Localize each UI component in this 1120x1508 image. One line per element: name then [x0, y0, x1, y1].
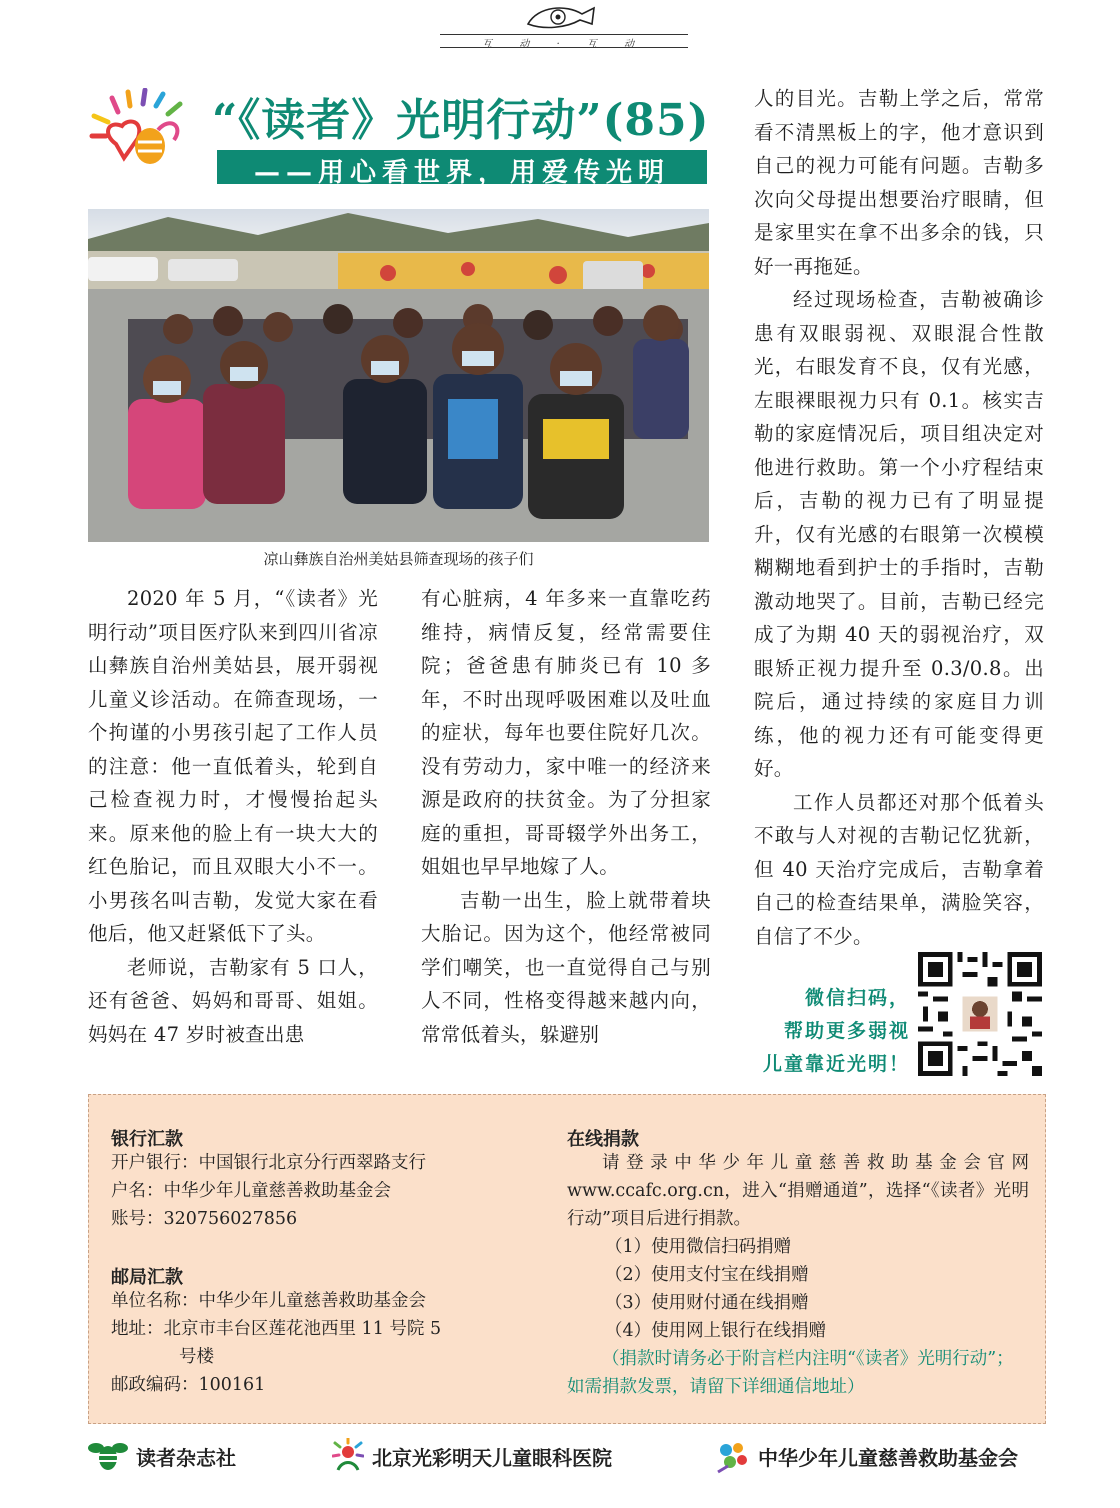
donation-method-item: （2）使用支付宝在线捐赠 [605, 1265, 809, 1285]
wechat-callout-line: 儿童靠近光明！ [762, 1053, 910, 1075]
donation-method-item: （4）使用网上银行在线捐赠 [605, 1321, 827, 1341]
bank-name: 开户银行：中国银行北京分行西翠路支行 [111, 1153, 426, 1173]
wechat-callout-line: 帮助更多弱视 [783, 1020, 910, 1042]
article-paragraph: 工作人员都还对那个低着头不敢与人对视的吉勒记忆犹新，但 40 天治疗完成后，吉勒拿着自己的检查结果单，满脸笑容，自信了不少。 [754, 790, 1044, 948]
article-paragraph: 有心脏病，4 年多来一直靠吃药维持，病情反复，经常需要住院；爸爸患有肺炎已有 10 多年，不时出现呼吸困难以及吐血的症状，每年也要住院好几次。没有劳动力，家中唯一的经济来源是政府的扶贫金。为了分担家庭的重担，哥哥辍学外出务工，姐姐也早早地嫁了人。 [421, 587, 711, 878]
article-paragraph: 人的目光。吉勒上学之后，常常看不清黑板上的字，他才意识到自己的视力可能有问题。吉勒多次向父母提出想要治疗眼睛，但是家里实在拿不出多余的钱，只好一再拖延。 [754, 87, 1044, 278]
section-label: 互 动 · 互 动 [482, 39, 646, 50]
footer-org-name: 北京光彩明天儿童眼科医院 [372, 1445, 612, 1470]
footer-org-reader [88, 1436, 236, 1476]
footer-org-hospital [332, 1436, 612, 1476]
donation-info-panel [88, 1094, 1046, 1424]
page-title: “《读者》光明行动”(85) [212, 95, 710, 146]
horn-logo-icon [522, 2, 598, 32]
bank-transfer-heading: 银行汇款 [111, 1129, 183, 1150]
postal-code: 邮政编码：100161 [111, 1375, 266, 1395]
hospital-logo-icon [332, 1438, 364, 1474]
article-column-1 [88, 582, 378, 1051]
postal-unit-name: 单位名称：中华少年儿童慈善救助基金会 [111, 1291, 426, 1311]
postal-address: 地址：北京市丰台区莲花池西里 11 号院 5 [111, 1319, 442, 1339]
foundation-logo-icon [714, 1438, 750, 1474]
article-paragraph: 吉勒一出生，脸上就带着块大胎记。因为这个，他经常被同学们嘲笑，也一直觉得自己与别人不同，性格变得越来越内向，常常低着头，躲避别 [421, 888, 711, 1046]
postal-address-cont: 号楼 [179, 1347, 214, 1367]
wechat-qr-code-icon[interactable] [918, 952, 1042, 1076]
account-name: 户名：中华少年儿童慈善救助基金会 [111, 1181, 391, 1201]
article-paragraph: 2020 年 5 月，“《读者》光明行动”项目医疗队来到四川省凉山彝族自治州美姑县，展开弱视儿童义诊活动。在筛查现场，一个拘谨的小男孩引起了工作人员的注意：他一直低着头，轮到自己检查视力时，才慢慢抬起头来。原来他的脸上有一块大大的红色胎记，而且双眼大小不一。小男孩名叫吉勒，发觉大家在看他后，他又赶紧低下了头。 [88, 587, 378, 945]
article-column-3 [754, 82, 1044, 953]
donation-method-item: （1）使用微信扫码捐赠 [605, 1237, 792, 1257]
children-group-photo [88, 209, 709, 542]
bee-heart-emblem-icon [88, 88, 188, 178]
footer-org-foundation [714, 1436, 1018, 1476]
online-donation-heading: 在线捐款 [567, 1129, 639, 1150]
photo-caption: 凉山彝族自治州美姑县筛查现场的孩子们 [263, 550, 534, 568]
reader-bee-logo-icon [88, 1438, 128, 1474]
footer-org-name: 中华少年儿童慈善救助基金会 [758, 1445, 1018, 1470]
postal-transfer-heading: 邮局汇款 [111, 1267, 183, 1288]
page-header [440, 0, 688, 52]
article-column-2 [421, 582, 711, 1051]
page-subtitle: ——用心看世界，用爱传光明 [253, 158, 670, 188]
donation-method-item: （3）使用财付通在线捐赠 [605, 1293, 809, 1313]
footer-org-name: 读者杂志社 [136, 1445, 236, 1470]
article-paragraph: 经过现场检查，吉勒被确诊患有双眼弱视、双眼混合性散光，右眼发育不良，仅有光感，左眼裸眼视力只有 0.1。核实吉勒的家庭情况后，项目组决定对他进行救助。第一个小疗程结束后，吉勒的视力已有了明显提升，仅有光感的右眼第一次模模糊糊地看到护士的手指时，吉勒激动地哭了。目前，吉勒已经完成了为期 40 天的弱视治疗，双眼矫正视力提升至 0.3/0.8。出院后，通过持续的家庭目力训练，他的视力还有可能变得更好。 [754, 288, 1044, 780]
article-paragraph: 老师说，吉勒家有 5 口人，还有爸爸、妈妈和哥哥、姐姐。妈妈在 47 岁时被查出患 [88, 955, 378, 1046]
subtitle-banner [217, 150, 707, 188]
wechat-callout-line: 微信扫码， [804, 987, 910, 1009]
online-donation-intro: 请登录中华少年儿童慈善救助基金会官网 www.ccafc.org.cn，进入“捐赠通道”，选择“《读者》光明行动”项目后进行捐款。 [567, 1153, 1029, 1229]
account-number: 账号：320756027856 [111, 1209, 298, 1229]
header-rule [440, 47, 688, 48]
wechat-scan-callout [754, 982, 910, 1081]
donation-note: （捐款时请务必于附言栏内注明“《读者》光明行动”；如需捐款发票，请留下详细通信地址） [567, 1349, 1014, 1397]
